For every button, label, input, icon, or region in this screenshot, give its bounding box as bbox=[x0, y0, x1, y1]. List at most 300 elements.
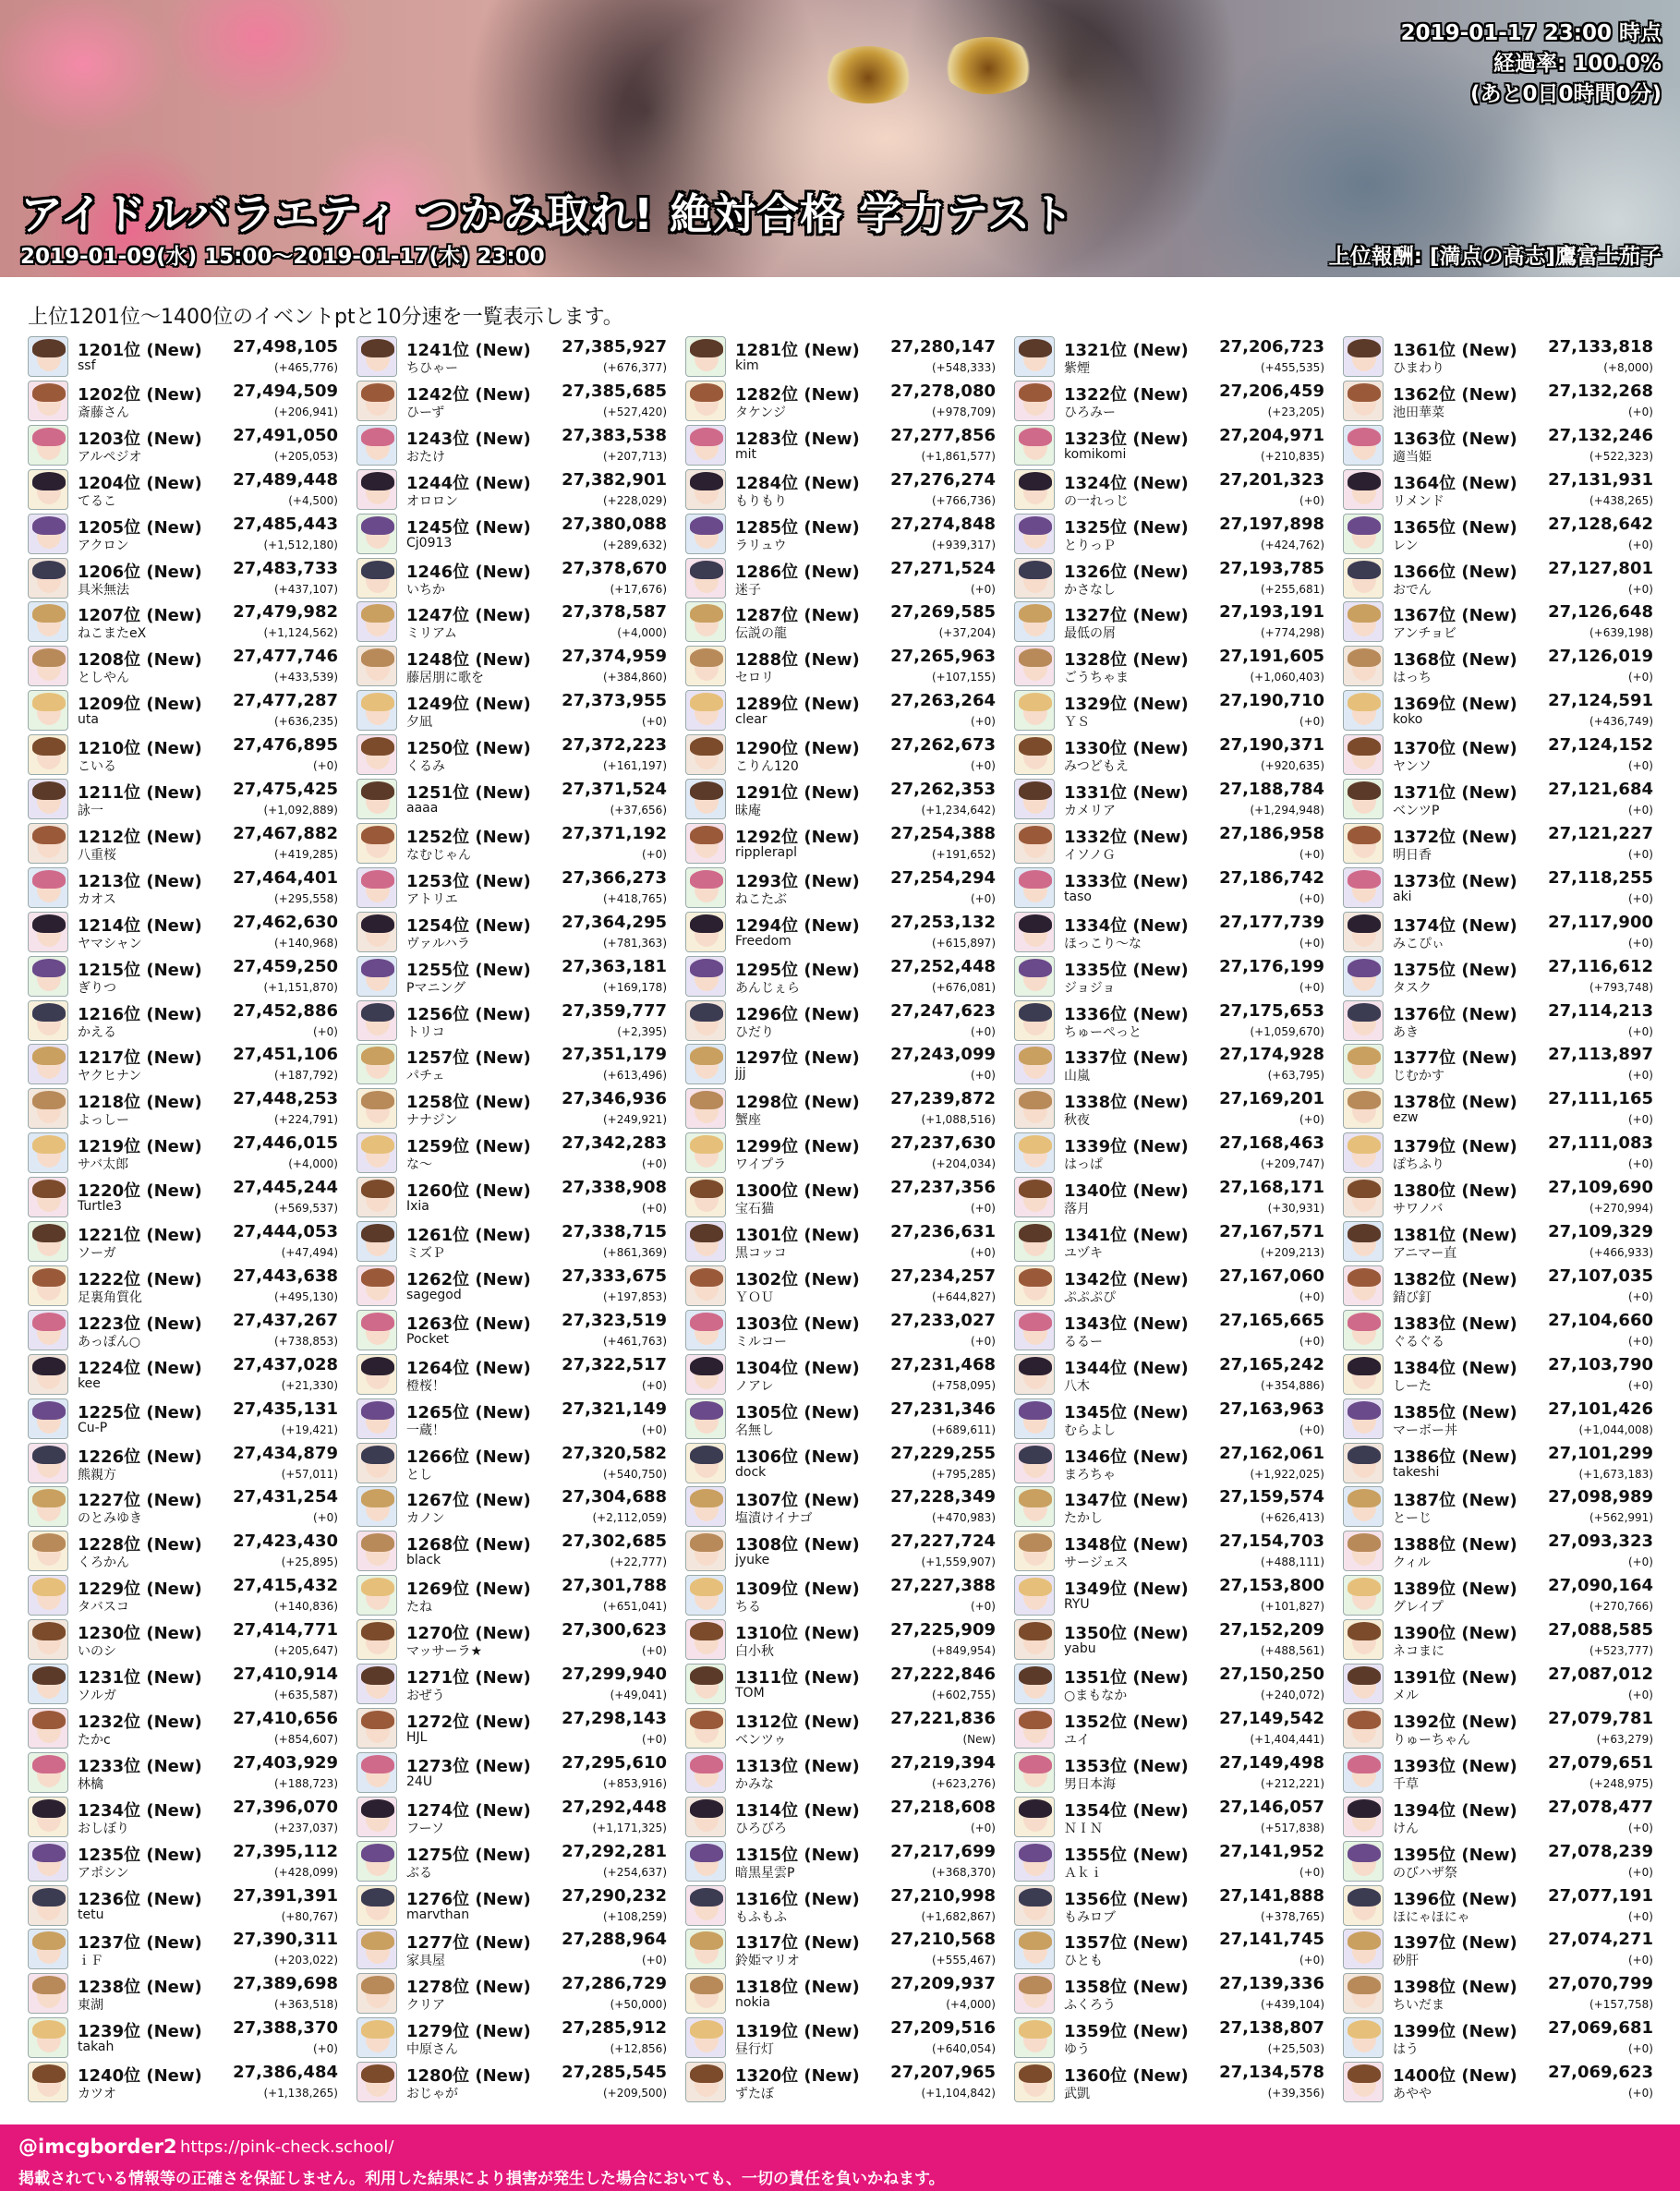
idol-avatar-icon bbox=[1014, 1841, 1055, 1882]
rank-label: 1348位 (New) bbox=[1064, 1535, 1189, 1555]
event-points: 27,093,323 bbox=[1548, 1531, 1653, 1552]
event-points: 27,366,273 bbox=[562, 867, 667, 888]
rank-label: 1318位 (New) bbox=[735, 1978, 860, 1998]
player-name: ぐるぐる bbox=[1393, 1334, 1444, 1350]
rank-label: 1285位 (New) bbox=[735, 517, 860, 538]
idol-avatar-icon bbox=[357, 823, 397, 864]
ten-minute-gain: (+0) bbox=[312, 2042, 338, 2056]
idol-avatar-icon bbox=[1343, 469, 1384, 510]
rank-label: 1266位 (New) bbox=[406, 1447, 531, 1467]
ten-minute-gain: (+39,356) bbox=[1267, 2087, 1324, 2100]
ranking-entry bbox=[1014, 1265, 1328, 1307]
idol-avatar-icon bbox=[1014, 1088, 1055, 1129]
ten-minute-gain: (+0) bbox=[970, 1024, 996, 1038]
event-points: 27,069,623 bbox=[1548, 2063, 1653, 2083]
ten-minute-gain: (+0) bbox=[1299, 891, 1324, 905]
ten-minute-gain: (+187,792) bbox=[273, 1069, 338, 1083]
ten-minute-gain: (+0) bbox=[641, 1157, 667, 1171]
idol-avatar-icon bbox=[1343, 1752, 1384, 1793]
idol-avatar-icon bbox=[357, 1398, 397, 1439]
event-points: 27,070,799 bbox=[1548, 1974, 1653, 1994]
player-name: ひだり bbox=[735, 1024, 774, 1040]
rank-label: 1349位 (New) bbox=[1064, 1580, 1189, 1600]
ranking-entry bbox=[28, 1574, 342, 1616]
ranking-entry bbox=[357, 1398, 671, 1440]
ranking-entry bbox=[357, 468, 671, 511]
ten-minute-gain: (+0) bbox=[312, 759, 338, 773]
idol-avatar-icon bbox=[357, 1443, 397, 1483]
ranking-entry bbox=[685, 424, 999, 466]
idol-avatar-icon bbox=[357, 956, 397, 997]
rank-label: 1302位 (New) bbox=[735, 1269, 860, 1289]
ranking-entry bbox=[1343, 1574, 1657, 1616]
ranking-entry bbox=[28, 468, 342, 511]
idol-avatar-icon bbox=[685, 558, 726, 599]
ten-minute-gain: (+107,155) bbox=[931, 671, 996, 684]
ranking-entry bbox=[357, 1043, 671, 1085]
ranking-entry bbox=[28, 1707, 342, 1749]
twitter-handle[interactable]: @imcgborder2 bbox=[18, 2136, 177, 2158]
idol-avatar-icon bbox=[685, 1575, 726, 1616]
site-link[interactable]: https://pink-check.school/ bbox=[180, 2137, 394, 2157]
ranking-entry bbox=[1014, 1530, 1328, 1572]
rank-label: 1378位 (New) bbox=[1393, 1093, 1517, 1113]
rank-label: 1365位 (New) bbox=[1393, 517, 1517, 538]
ten-minute-gain: (+289,632) bbox=[602, 538, 667, 551]
idol-avatar-icon bbox=[28, 867, 68, 908]
event-points: 27,141,952 bbox=[1219, 1841, 1324, 1861]
rank-label: 1298位 (New) bbox=[735, 1093, 860, 1113]
ranking-column bbox=[685, 335, 999, 2100]
idol-avatar-icon bbox=[357, 1310, 397, 1350]
rank-label: 1277位 (New) bbox=[406, 1933, 531, 1954]
event-points: 27,498,105 bbox=[233, 337, 338, 357]
player-name: 足裏角質化 bbox=[78, 1289, 142, 1305]
idol-avatar-icon bbox=[1014, 2017, 1055, 2058]
ten-minute-gain: (+0) bbox=[641, 847, 667, 861]
player-name: いちか bbox=[406, 582, 445, 598]
ranking-entry bbox=[1343, 911, 1657, 953]
event-points: 27,231,346 bbox=[890, 1398, 996, 1419]
ranking-entry bbox=[685, 1132, 999, 1174]
rank-label: 1295位 (New) bbox=[735, 960, 860, 980]
event-points: 27,476,895 bbox=[233, 735, 338, 756]
player-name: ヤンソ bbox=[1393, 759, 1432, 775]
player-name: カメリア bbox=[1064, 804, 1116, 818]
rank-label: 1284位 (New) bbox=[735, 473, 860, 493]
player-name: もみロブ bbox=[1064, 1909, 1116, 1925]
ranking-entry bbox=[1343, 380, 1657, 422]
rank-label: 1260位 (New) bbox=[406, 1181, 531, 1202]
idol-avatar-icon bbox=[357, 1132, 397, 1173]
ten-minute-gain: (+461,763) bbox=[602, 1334, 667, 1348]
rank-label: 1234位 (New) bbox=[78, 1800, 202, 1821]
rank-label: 1380位 (New) bbox=[1393, 1181, 1517, 1202]
ten-minute-gain: (+50,000) bbox=[610, 1998, 667, 2012]
rank-label: 1239位 (New) bbox=[78, 2022, 202, 2042]
rank-label: 1373位 (New) bbox=[1393, 871, 1517, 891]
ranking-entry bbox=[1014, 1309, 1328, 1351]
rank-label: 1310位 (New) bbox=[735, 1624, 860, 1644]
ten-minute-gain: (+4,000) bbox=[617, 626, 667, 640]
ten-minute-gain: (+623,276) bbox=[931, 1776, 996, 1790]
rank-label: 1213位 (New) bbox=[78, 871, 202, 891]
event-points: 27,128,642 bbox=[1548, 514, 1653, 534]
event-points: 27,233,027 bbox=[890, 1310, 996, 1330]
event-points: 27,386,484 bbox=[233, 2063, 338, 2083]
rank-label: 1393位 (New) bbox=[1393, 1756, 1517, 1776]
player-name: ずたぼ bbox=[735, 2087, 774, 2102]
ranking-entry bbox=[28, 380, 342, 422]
ranking-entry bbox=[685, 335, 999, 378]
player-name: komikomi bbox=[1064, 446, 1127, 462]
player-name: フーソ bbox=[406, 1821, 445, 1836]
event-points: 27,477,287 bbox=[233, 691, 338, 711]
ranking-entry bbox=[357, 1884, 671, 1927]
event-points: 27,253,132 bbox=[890, 912, 996, 932]
event-points: 27,207,965 bbox=[890, 2063, 996, 2083]
idol-avatar-icon bbox=[28, 1221, 68, 1262]
player-name: kee bbox=[78, 1375, 101, 1391]
idol-avatar-icon bbox=[1014, 514, 1055, 554]
event-points: 27,298,143 bbox=[562, 1708, 667, 1728]
idol-avatar-icon bbox=[1014, 867, 1055, 908]
ten-minute-gain: (+0) bbox=[641, 1732, 667, 1746]
ten-minute-gain: (+0) bbox=[1627, 671, 1653, 684]
player-name: おぜう bbox=[406, 1689, 445, 1703]
player-name: はっぱ bbox=[1064, 1157, 1103, 1173]
idol-avatar-icon bbox=[28, 823, 68, 864]
idol-avatar-icon bbox=[685, 734, 726, 775]
player-name: ＮＩＮ bbox=[1064, 1821, 1103, 1836]
rank-label: 1395位 (New) bbox=[1393, 1845, 1517, 1865]
rank-label: 1292位 (New) bbox=[735, 827, 860, 847]
ranking-entry bbox=[357, 1618, 671, 1661]
idol-avatar-icon bbox=[685, 956, 726, 997]
rank-label: 1226位 (New) bbox=[78, 1447, 202, 1467]
idol-avatar-icon bbox=[357, 1619, 397, 1660]
event-points: 27,206,723 bbox=[1219, 337, 1324, 357]
ten-minute-gain: (+0) bbox=[641, 1954, 667, 1967]
idol-avatar-icon bbox=[685, 1132, 726, 1173]
rank-label: 1311位 (New) bbox=[735, 1668, 860, 1688]
ten-minute-gain: (+0) bbox=[1627, 1069, 1653, 1083]
ranking-entry bbox=[1343, 1087, 1657, 1130]
event-points: 27,197,898 bbox=[1219, 514, 1324, 534]
event-points: 27,237,630 bbox=[890, 1133, 996, 1154]
rank-label: 1251位 (New) bbox=[406, 783, 531, 803]
event-points: 27,225,909 bbox=[890, 1620, 996, 1640]
player-name: ひまわり bbox=[1393, 361, 1444, 376]
ten-minute-gain: (+17,676) bbox=[610, 582, 667, 596]
ten-minute-gain: (+465,776) bbox=[273, 361, 338, 374]
ranking-entry bbox=[1343, 1530, 1657, 1572]
rank-label: 1204位 (New) bbox=[78, 473, 202, 493]
ten-minute-gain: (+140,968) bbox=[273, 936, 338, 950]
idol-avatar-icon bbox=[1343, 1443, 1384, 1483]
event-points: 27,121,227 bbox=[1548, 823, 1653, 843]
player-name: 熊親方 bbox=[78, 1467, 116, 1483]
idol-avatar-icon bbox=[1343, 601, 1384, 642]
ten-minute-gain: (+853,916) bbox=[602, 1776, 667, 1790]
rank-label: 1360位 (New) bbox=[1064, 2066, 1189, 2087]
event-points: 27,210,568 bbox=[890, 1930, 996, 1950]
player-name: はっち bbox=[1393, 671, 1432, 686]
idol-avatar-icon bbox=[685, 1265, 726, 1306]
player-name: Freedom bbox=[735, 933, 792, 949]
ranking-entry bbox=[28, 1663, 342, 1705]
ten-minute-gain: (+8,000) bbox=[1603, 361, 1653, 374]
rank-label: 1217位 (New) bbox=[78, 1048, 202, 1069]
idol-avatar-icon bbox=[357, 1841, 397, 1882]
idol-avatar-icon bbox=[685, 1752, 726, 1793]
ten-minute-gain: (+0) bbox=[1627, 538, 1653, 551]
idol-avatar-icon bbox=[1343, 425, 1384, 466]
idol-avatar-icon bbox=[1014, 1752, 1055, 1793]
rank-label: 1323位 (New) bbox=[1064, 429, 1189, 449]
ten-minute-gain: (+0) bbox=[1299, 1334, 1324, 1348]
ranking-entry bbox=[1014, 1618, 1328, 1661]
event-points: 27,382,901 bbox=[562, 469, 667, 490]
ten-minute-gain: (New) bbox=[962, 1732, 996, 1746]
player-name: みこぴぃ bbox=[1393, 936, 1444, 951]
ten-minute-gain: (+0) bbox=[1627, 2042, 1653, 2056]
event-points: 27,163,963 bbox=[1219, 1398, 1324, 1419]
rank-label: 1254位 (New) bbox=[406, 915, 531, 936]
event-points: 27,186,958 bbox=[1219, 823, 1324, 843]
idol-avatar-icon bbox=[685, 1797, 726, 1837]
event-points: 27,410,914 bbox=[233, 1664, 338, 1684]
player-name: 昧庵 bbox=[735, 804, 761, 818]
event-points: 27,131,931 bbox=[1548, 469, 1653, 490]
event-points: 27,165,242 bbox=[1219, 1354, 1324, 1374]
ranking-entry bbox=[1343, 1485, 1657, 1528]
event-points: 27,300,623 bbox=[562, 1620, 667, 1640]
player-name: クリア bbox=[406, 1998, 445, 2014]
event-points: 27,302,685 bbox=[562, 1531, 667, 1552]
ten-minute-gain: (+455,535) bbox=[1260, 361, 1324, 374]
player-name: 蟹座 bbox=[735, 1113, 761, 1129]
idol-avatar-icon bbox=[28, 469, 68, 510]
rank-label: 1350位 (New) bbox=[1064, 1624, 1189, 1644]
rank-label: 1391位 (New) bbox=[1393, 1668, 1517, 1688]
idol-avatar-icon bbox=[685, 823, 726, 864]
idol-avatar-icon bbox=[28, 1310, 68, 1350]
rank-label: 1294位 (New) bbox=[735, 915, 860, 936]
ranking-entry bbox=[685, 1087, 999, 1130]
rank-label: 1371位 (New) bbox=[1393, 783, 1517, 803]
rank-label: 1245位 (New) bbox=[406, 517, 531, 538]
idol-avatar-icon bbox=[28, 690, 68, 731]
character-eye-left bbox=[822, 46, 914, 103]
rank-label: 1287位 (New) bbox=[735, 606, 860, 626]
ten-minute-gain: (+140,836) bbox=[273, 1600, 338, 1614]
event-points: 27,103,790 bbox=[1548, 1354, 1653, 1374]
event-points: 27,124,591 bbox=[1548, 691, 1653, 711]
ten-minute-gain: (+0) bbox=[1627, 405, 1653, 418]
rank-label: 1283位 (New) bbox=[735, 429, 860, 449]
ten-minute-gain: (+1,861,577) bbox=[921, 449, 996, 463]
rank-label: 1329位 (New) bbox=[1064, 695, 1189, 715]
player-name: パチェ bbox=[406, 1069, 445, 1084]
idol-avatar-icon bbox=[357, 646, 397, 686]
idol-avatar-icon bbox=[28, 1929, 68, 1969]
ranking-entry bbox=[28, 1398, 342, 1440]
event-points: 27,286,729 bbox=[562, 1974, 667, 1994]
event-points: 27,254,388 bbox=[890, 823, 996, 843]
rank-label: 1355位 (New) bbox=[1064, 1845, 1189, 1865]
rank-label: 1278位 (New) bbox=[406, 1978, 531, 1998]
event-points: 27,467,882 bbox=[233, 823, 338, 843]
event-points: 27,265,963 bbox=[890, 647, 996, 667]
player-name: おしぼり bbox=[78, 1821, 129, 1836]
rank-label: 1290位 (New) bbox=[735, 739, 860, 759]
ranking-entry bbox=[28, 733, 342, 776]
ranking-entry bbox=[357, 999, 671, 1042]
ranking-entry bbox=[1014, 1176, 1328, 1218]
ranking-entry bbox=[28, 600, 342, 643]
event-points: 27,489,448 bbox=[233, 469, 338, 490]
ranking-entry bbox=[28, 1087, 342, 1130]
ten-minute-gain: (+0) bbox=[1627, 1334, 1653, 1348]
idol-avatar-icon bbox=[1343, 1708, 1384, 1749]
player-name: 家具屋 bbox=[406, 1954, 445, 1969]
player-name: clear bbox=[735, 712, 767, 728]
event-points: 27,464,401 bbox=[233, 867, 338, 888]
idol-avatar-icon bbox=[28, 1619, 68, 1660]
rank-label: 1343位 (New) bbox=[1064, 1313, 1189, 1334]
player-name: ほっこり～な bbox=[1064, 936, 1142, 951]
ranking-entry bbox=[1014, 778, 1328, 820]
idol-avatar-icon bbox=[1343, 1221, 1384, 1262]
player-name: 白小秋 bbox=[735, 1644, 774, 1660]
rank-label: 1313位 (New) bbox=[735, 1756, 860, 1776]
idol-avatar-icon bbox=[28, 734, 68, 775]
ten-minute-gain: (+0) bbox=[970, 891, 996, 905]
idol-avatar-icon bbox=[1014, 1619, 1055, 1660]
event-points: 27,168,463 bbox=[1219, 1133, 1324, 1154]
player-name: ssf bbox=[78, 358, 96, 373]
ten-minute-gain: (+0) bbox=[1627, 891, 1653, 905]
ranking-entry bbox=[1014, 1485, 1328, 1528]
ranking-entry bbox=[1343, 600, 1657, 643]
player-name: サワノバ bbox=[1393, 1202, 1444, 1217]
rank-label: 1297位 (New) bbox=[735, 1048, 860, 1069]
idol-avatar-icon bbox=[1014, 1177, 1055, 1217]
idol-avatar-icon bbox=[685, 1398, 726, 1439]
ten-minute-gain: (+438,265) bbox=[1589, 493, 1653, 507]
player-name: 紫煙 bbox=[1064, 361, 1090, 376]
player-name: aaaa bbox=[406, 801, 439, 816]
ten-minute-gain: (+23,205) bbox=[1267, 405, 1324, 418]
ten-minute-gain: (+2,112,059) bbox=[592, 1511, 667, 1525]
ranking-entry bbox=[1014, 1840, 1328, 1882]
rank-label: 1201位 (New) bbox=[78, 341, 202, 360]
idol-avatar-icon bbox=[357, 1708, 397, 1749]
player-name: アポシン bbox=[78, 1865, 129, 1881]
rank-label: 1207位 (New) bbox=[78, 606, 202, 626]
rank-label: 1296位 (New) bbox=[735, 1004, 860, 1024]
event-points: 27,188,784 bbox=[1219, 780, 1324, 799]
rank-label: 1359位 (New) bbox=[1064, 2022, 1189, 2042]
rank-label: 1370位 (New) bbox=[1393, 739, 1517, 759]
event-points: 27,322,517 bbox=[562, 1354, 667, 1374]
ranking-entry bbox=[685, 513, 999, 555]
ranking-entry bbox=[357, 1353, 671, 1396]
rank-label: 1261位 (New) bbox=[406, 1226, 531, 1245]
ten-minute-gain: (+644,827) bbox=[931, 1289, 996, 1303]
event-points: 27,364,295 bbox=[562, 912, 667, 932]
player-name: 八木 bbox=[1064, 1378, 1090, 1394]
rank-label: 1291位 (New) bbox=[735, 783, 860, 803]
ten-minute-gain: (+437,107) bbox=[273, 582, 338, 596]
rank-label: 1232位 (New) bbox=[78, 1712, 202, 1732]
idol-avatar-icon bbox=[685, 1000, 726, 1041]
idol-avatar-icon bbox=[685, 867, 726, 908]
ten-minute-gain: (+255,681) bbox=[1260, 582, 1324, 596]
ranking-entry bbox=[685, 2016, 999, 2059]
idol-avatar-icon bbox=[1343, 823, 1384, 864]
rank-label: 1354位 (New) bbox=[1064, 1800, 1189, 1821]
ranking-entry bbox=[1014, 424, 1328, 466]
ranking-entry bbox=[28, 778, 342, 820]
ranking-entry bbox=[685, 866, 999, 909]
ranking-grid bbox=[28, 335, 1672, 2100]
player-name: リメンド bbox=[1393, 493, 1444, 509]
player-name: ＹＳ bbox=[1064, 715, 1090, 731]
ranking-entry bbox=[685, 1796, 999, 1838]
player-name: 夕凪 bbox=[406, 715, 432, 731]
rank-label: 1398位 (New) bbox=[1393, 1978, 1517, 1998]
event-points: 27,121,684 bbox=[1548, 780, 1653, 799]
event-points: 27,088,585 bbox=[1548, 1620, 1653, 1640]
idol-avatar-icon bbox=[685, 1177, 726, 1217]
player-name: ezw bbox=[1393, 1110, 1419, 1126]
idol-avatar-icon bbox=[28, 1443, 68, 1483]
event-points: 27,201,323 bbox=[1219, 469, 1324, 490]
rank-label: 1338位 (New) bbox=[1064, 1093, 1189, 1113]
rank-label: 1210位 (New) bbox=[78, 739, 202, 759]
player-name: mit bbox=[735, 446, 757, 462]
rank-label: 1227位 (New) bbox=[78, 1491, 202, 1511]
player-name: Turtle3 bbox=[78, 1199, 122, 1215]
player-name: yabu bbox=[1064, 1641, 1096, 1657]
ten-minute-gain: (+0) bbox=[1627, 1865, 1653, 1879]
rank-label: 1268位 (New) bbox=[406, 1535, 531, 1555]
ranking-entry bbox=[1343, 1043, 1657, 1085]
rank-label: 1362位 (New) bbox=[1393, 384, 1517, 405]
event-points: 27,228,349 bbox=[890, 1487, 996, 1507]
event-points: 27,388,370 bbox=[233, 2018, 338, 2039]
player-name: たかc bbox=[78, 1732, 111, 1748]
ranking-entry bbox=[1343, 335, 1657, 378]
idol-avatar-icon bbox=[1014, 1000, 1055, 1041]
rank-label: 1376位 (New) bbox=[1393, 1004, 1517, 1024]
player-name: 藤居朋に歌を bbox=[406, 671, 484, 686]
idol-avatar-icon bbox=[1343, 646, 1384, 686]
event-points: 27,222,846 bbox=[890, 1664, 996, 1684]
player-name: Cu-P bbox=[78, 1420, 108, 1435]
player-name: こりん120 bbox=[735, 759, 799, 775]
event-points: 27,116,612 bbox=[1548, 956, 1653, 976]
event-points: 27,227,388 bbox=[890, 1576, 996, 1596]
player-name: おでん bbox=[1393, 582, 1432, 598]
rank-label: 1293位 (New) bbox=[735, 871, 860, 891]
ten-minute-gain: (+270,766) bbox=[1589, 1600, 1653, 1614]
ten-minute-gain: (+428,099) bbox=[273, 1865, 338, 1879]
idol-avatar-icon bbox=[685, 425, 726, 466]
event-points: 27,378,587 bbox=[562, 602, 667, 623]
